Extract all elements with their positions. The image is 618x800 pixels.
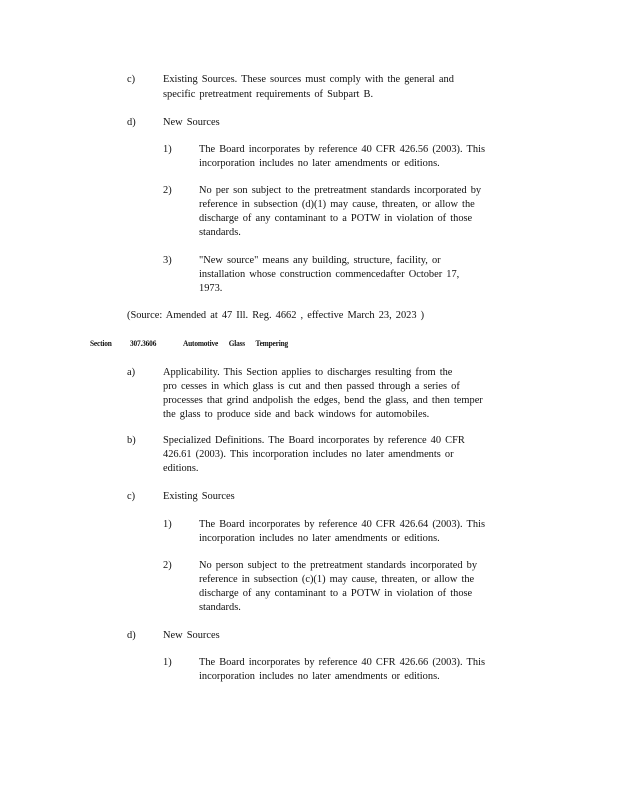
text-line: reference in subsection (d)(1) may cause, threaten, or allow the (199, 199, 475, 210)
text-line: installation whose construction commencedafter October 17, (199, 269, 460, 280)
subitem-label: 1) (163, 657, 172, 668)
section-title: Automotive Glass Tempering (183, 339, 289, 348)
text-line: No per son subject to the pretreatment standards incorporated by (199, 185, 482, 196)
subitem-label: 1) (163, 144, 172, 155)
item-text: New Sources (163, 630, 220, 641)
text-line: "New source" means any building, structure, facility, or (199, 255, 441, 266)
item-label: d) (127, 117, 136, 128)
item-label: b) (127, 435, 136, 446)
subitem-label: 2) (163, 560, 172, 571)
text-line: the glass to produce side and back windows for automobiles. (163, 409, 430, 420)
section-word: Section (90, 339, 112, 348)
text-line: incorporation includes no later amendments or editions. (199, 671, 440, 682)
item-text: New Sources (163, 117, 220, 128)
text-line: 1973. (199, 283, 223, 294)
section-number: 307.3606 (130, 339, 157, 348)
item-label: c) (127, 74, 136, 85)
item-label: d) (127, 630, 136, 641)
text-line: reference in subsection (c)(1) may cause, threaten, or allow the (199, 574, 475, 585)
text-line: The Board incorporates by reference 40 CFR 426.64 (2003). This (199, 519, 485, 530)
text-line: The Board incorporates by reference 40 CFR 426.66 (2003). This (199, 657, 485, 668)
text-line: processes that grind andpolish the edges, bend the glass, and then temper (163, 395, 483, 406)
text-line: Applicability. This Section applies to discharges resulting from the (163, 367, 453, 378)
text-line: The Board incorporates by reference 40 CFR 426.56 (2003). This (199, 144, 485, 155)
source-note: (Source: Amended at 47 Ill. Reg. 4662 , effective March 23, 2023 ) (127, 310, 425, 321)
item-label: c) (127, 491, 136, 502)
subitem-label: 1) (163, 519, 172, 530)
text-line: No person subject to the pretreatment standards incorporated by (199, 560, 478, 571)
text-line: incorporation includes no later amendments or editions. (199, 533, 440, 544)
item-label: a) (127, 367, 136, 378)
subitem-label: 3) (163, 255, 172, 266)
text-line: pro cesses in which glass is cut and then passed through a series of (163, 381, 460, 392)
text-line: standards. (199, 602, 241, 613)
text-line: specific pretreatment requirements of Subpart B. (163, 89, 374, 100)
item-text: Existing Sources (163, 491, 235, 502)
text-line: incorporation includes no later amendments or editions. (199, 158, 440, 169)
text-line: discharge of any contaminant to a POTW in violation of those (199, 213, 473, 224)
text-line: Specialized Definitions. The Board incorporates by reference 40 CFR (163, 435, 465, 446)
subitem-label: 2) (163, 185, 172, 196)
text-line: Existing Sources. These sources must comply with the general and (163, 74, 454, 85)
text-line: standards. (199, 227, 241, 238)
text-line: 426.61 (2003). This incorporation includes no later amendments or (163, 449, 454, 460)
text-line: discharge of any contaminant to a POTW in violation of those (199, 588, 473, 599)
text-line: editions. (163, 463, 199, 474)
